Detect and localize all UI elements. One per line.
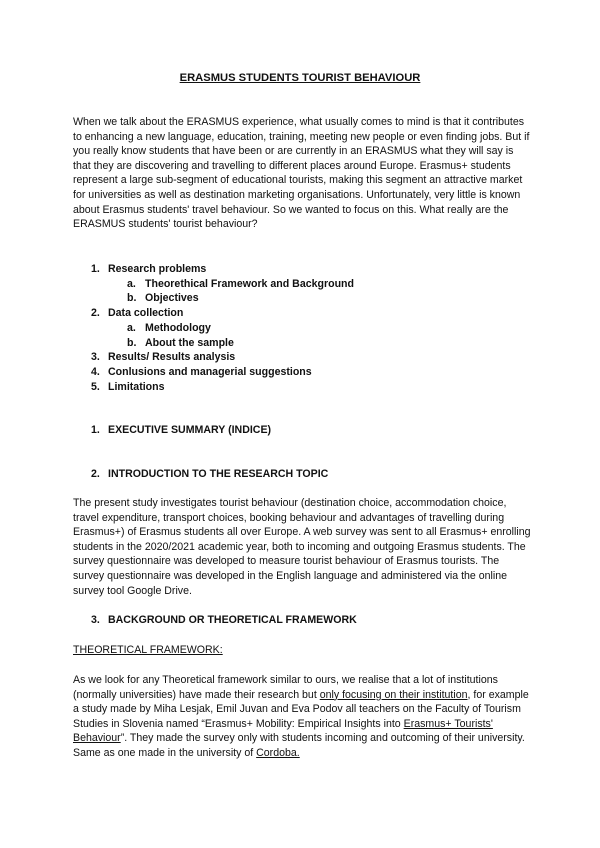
underlined-phrase: Cordoba. <box>256 746 300 759</box>
outline-subitem: b. Objectives <box>127 292 199 305</box>
outline-item: 3. Results/ Results analysis <box>91 351 236 364</box>
document-page: ERASMUS STUDENTS TOURIST BEHAVIOUR When we talk about the ERASMUS experience, what usually comes to mind is that it contributes to enhancing a new language, education, training, meeting new people or even finding jobs. But if you really know students that have been or are currently in an ERASMUS what they will say is that they are discovering and travelling to different places around Europe. Erasmus+ students represent a large sub-segment of educational tourists, making this segment an attractive market for universities as well as destination marketing organisations. Unfortunately, very little is known about Erasmus students' travel behaviour. So we wanted to focus on this. What really are the ERASMUS students' tourist behaviour? 1. Research problems a. Theorethical Framework and Background b. Objectives 2. Data collection a. Methodology b. About the sample 3. Results/ Results analysis 4. Conlusions and managerial suggestions 5. Limitations 1. EXECUTIVE SUMMARY (INDICE) 2. INTRODUCTION TO THE RESEARCH TOPIC The present study investigates tourist behaviour (destination choice, accommodation choice, travel expenditure, transport choices, booking behaviour and advantages of travelling during Erasmus+) of Erasmus students all over Europe. A web survey was sent to all Erasmus+ enrolling students in the 2020/2021 academic year, both to incoming and outgoing Erasmus students. The survey questionnaire was developed to measure tourist behaviour of Erasmus tourists. The survey questionnaire was developed in the English language and administered via the online survey tool Google Drive. 3. BACKGROUND OR THEORETICAL FRAMEWORK THEORETICAL FRAMEWORK: As we look for any Theoretical framework similar to ours, we realise that a lot of institutions (normally universities) have made their research but only focusing on their institution, for example a study made by Miha Lesjak, Emil Juvan and Eva Podov all teachers on the Faculty of Tourism Studies in Slovenia named “Erasmus+ Mobility: Empirical Insights into Erasmus+ Tourists' Behaviour”. They made the survey only with students incoming and outcoming of their university. Same as one made in the university of Cordoba. <box>0 0 600 848</box>
outline-item: 4. Conlusions and managerial suggestions <box>91 365 312 378</box>
theoretical-paragraph: As we look for any Theoretical framework similar to ours, we realise that a lot of institutions (normally universities) have made their research but only focusing on their institution, for example a study made by Miha Lesjak, Emil Juvan and Eva Podov all teachers on the Faculty of Tourism Studies in Slovenia named “Erasmus+ Mobility: Empirical Insights into Erasmus+ Tourists' Behaviour”. They made the survey only with students incoming and outcoming of their university. Same as one made in the university of Cordoba. <box>73 674 529 759</box>
outline-item: 5. Limitations <box>91 380 165 393</box>
theoretical-framework-subheading: THEORETICAL FRAMEWORK: <box>73 644 223 656</box>
outline-item: 1. Research problems <box>91 263 207 275</box>
outline-subitem: a. Theorethical Framework and Background <box>127 277 354 290</box>
underlined-phrase: only focusing on their institution <box>319 688 468 701</box>
underlined-phrase: Erasmus+ Tourists' Behaviour <box>73 717 493 745</box>
intro-paragraph: When we talk about the ERASMUS experience, what usually comes to mind is that it contributes to enhancing a new language, education, training, meeting new people or even finding jobs. But if you really know students that have been or are currently in an ERASMUS what they will say is that they are discovering and travelling to different places around Europe. Erasmus+ students represent a large sub-segment of educational tourists, making this segment an attractive market for universities as well as destination marketing organisations. Unfortunately, very little is known about Erasmus students' travel behaviour. So we wanted to focus on this. What really are the ERASMUS students' tourist behaviour? <box>73 116 530 231</box>
outline-item: 2. Data collection <box>91 307 184 320</box>
outline-list <box>0 262 600 394</box>
outline-subitem: b. About the sample <box>127 336 234 349</box>
introduction-paragraph: The present study investigates tourist behaviour (destination choice, accommodation choice, travel expenditure, transport choices, booking behaviour and advantages of travelling during Erasmus+) of Erasmus students all over Europe. A web survey was sent to all Erasmus+ enrolling students in the 2020/2021 academic year, both to incoming and outgoing Erasmus students. The survey questionnaire was developed to measure tourist behaviour of Erasmus tourists. The survey questionnaire was developed in the English language and administered via the online survey tool Google Drive. <box>73 497 531 597</box>
document-title: ERASMUS STUDENTS TOURIST BEHAVIOUR <box>179 72 421 84</box>
outline-subitem: a. Methodology <box>127 321 211 334</box>
